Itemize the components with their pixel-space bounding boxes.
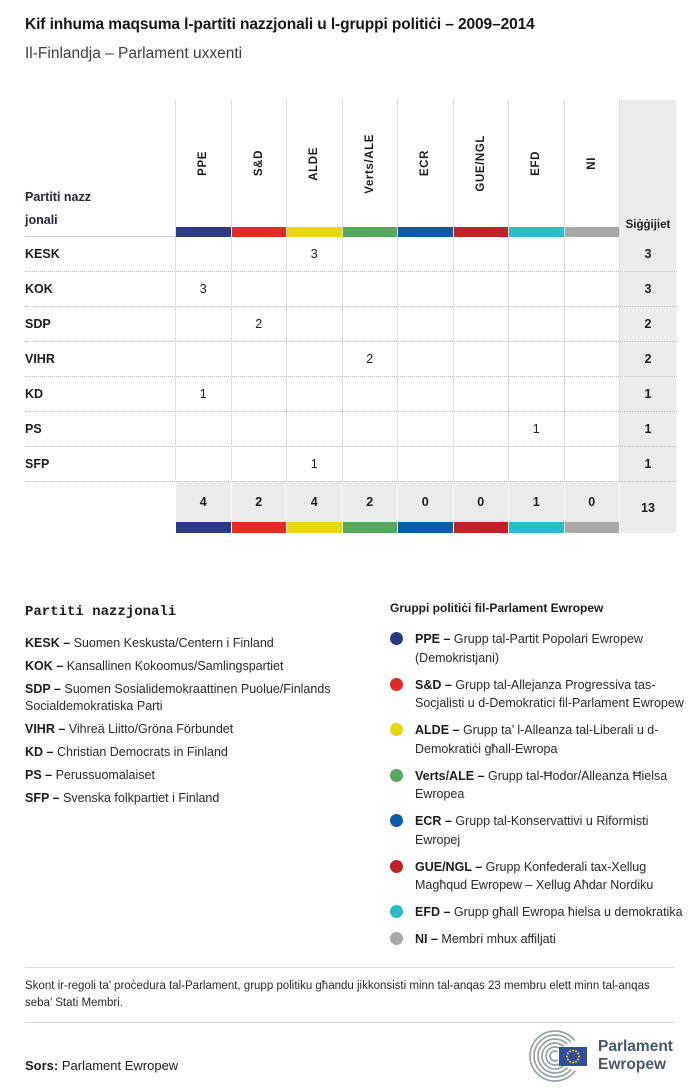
divider-top bbox=[25, 967, 675, 968]
party-label: KESK bbox=[25, 247, 60, 261]
seats-total-cell: 3 bbox=[619, 237, 676, 271]
column-label: ALDE bbox=[308, 146, 321, 181]
ep-hemicycle-icon bbox=[528, 1030, 592, 1082]
legend-item bbox=[390, 812, 690, 849]
seat-cell bbox=[508, 272, 564, 306]
seat-cell bbox=[397, 272, 453, 306]
vlabel-wrap bbox=[232, 100, 287, 227]
seat-cell bbox=[564, 307, 620, 341]
group-name: Grupp tal-Partit Popolari Ewropew (Demokristjani) bbox=[415, 632, 643, 665]
seats-total-cell: 2 bbox=[619, 307, 676, 341]
column-label: GUE/NGL bbox=[474, 135, 487, 192]
vlabel-wrap bbox=[343, 100, 398, 227]
group-color-bar bbox=[454, 522, 509, 533]
page-subtitle: Il-Finlandja – Parlament uxxenti bbox=[25, 45, 243, 62]
legend-item bbox=[25, 721, 365, 738]
group-color-bar bbox=[232, 227, 287, 237]
table-row-sfp bbox=[25, 447, 677, 482]
group-color-dot bbox=[390, 632, 403, 645]
column-label: Verts/ALE bbox=[363, 133, 376, 194]
source-value: Parlament Ewropew bbox=[61, 1058, 179, 1073]
seat-cell bbox=[342, 377, 398, 411]
seat-cell: 3 bbox=[286, 237, 342, 271]
seat-cell bbox=[453, 307, 509, 341]
total-value: 4 bbox=[287, 482, 342, 522]
vlabel-wrap bbox=[176, 100, 231, 227]
seat-cell bbox=[286, 412, 342, 446]
seat-cell bbox=[564, 377, 620, 411]
legend-item bbox=[25, 744, 365, 761]
seat-cell bbox=[564, 342, 620, 376]
logo-wordmark bbox=[598, 1038, 673, 1074]
seat-cell bbox=[453, 272, 509, 306]
group-abbr: EFD – bbox=[415, 905, 451, 919]
group-color-bar bbox=[398, 227, 453, 237]
vlabel-wrap bbox=[398, 100, 453, 227]
party-name: Svenska folkpartiet i Finland bbox=[63, 791, 220, 805]
group-color-dot bbox=[390, 678, 403, 691]
seat-cell bbox=[231, 412, 287, 446]
seat-cell bbox=[397, 412, 453, 446]
seat-cell bbox=[397, 307, 453, 341]
seat-cell bbox=[564, 237, 620, 271]
party-name: Suomen Sosialidemokraattinen Puolue/Finlands Socialdemokratiska Parti bbox=[25, 682, 331, 713]
seat-cell bbox=[508, 342, 564, 376]
group-color-bar bbox=[565, 227, 620, 237]
page-title: Kif inhuma maqsuma l-partiti nazzjonali u l-gruppi politiċi – 2009–2014 bbox=[25, 16, 535, 33]
seat-cell bbox=[564, 272, 620, 306]
seat-cell bbox=[397, 237, 453, 271]
legend-item bbox=[390, 721, 690, 758]
group-color-bar bbox=[176, 227, 231, 237]
group-name: Grupp għall Ewropa ħielsa u demokratika bbox=[453, 905, 683, 919]
legend-item bbox=[390, 676, 690, 713]
legend-groups-heading: Gruppi politiċi fil-Parlament Ewropew bbox=[390, 601, 604, 615]
group-color-bar bbox=[565, 522, 620, 533]
group-name: Grupp tal-Allejanza Progressiva tas-Socjalisti u d-Demokratici fil-Parlament Ewropew bbox=[415, 677, 684, 710]
seat-cell bbox=[397, 447, 453, 481]
group-name: Grupp tal-Konservattivi u Riformisti Ewropej bbox=[415, 814, 649, 847]
seat-cell bbox=[508, 447, 564, 481]
total-cell bbox=[175, 482, 231, 533]
table-row-kesk bbox=[25, 237, 677, 272]
group-color-bar bbox=[176, 522, 231, 533]
seat-cell bbox=[286, 307, 342, 341]
total-cell bbox=[453, 482, 509, 533]
group-color-dot bbox=[390, 905, 403, 918]
table-row-kd bbox=[25, 377, 677, 412]
seat-cell bbox=[342, 237, 398, 271]
seats-total-cell: 1 bbox=[619, 447, 676, 481]
group-color-bar bbox=[232, 522, 287, 533]
seat-cell bbox=[564, 412, 620, 446]
party-label: KD bbox=[25, 387, 44, 401]
vlabel-wrap bbox=[509, 100, 564, 227]
column-header-verts-ale bbox=[342, 100, 398, 237]
legend-national-parties bbox=[25, 604, 365, 813]
party-abbr: KOK – bbox=[25, 659, 64, 673]
group-abbr: Verts/ALE – bbox=[415, 768, 485, 783]
seat-cell bbox=[231, 447, 287, 481]
column-header-ni bbox=[564, 100, 620, 237]
grand-total-cell: 13 bbox=[619, 482, 676, 533]
total-cell bbox=[397, 482, 453, 533]
seat-cell bbox=[175, 342, 231, 376]
seat-cell bbox=[453, 412, 509, 446]
column-header-efd bbox=[508, 100, 564, 237]
party-name: Kansallinen Kokoomus/Samlingspartiet bbox=[66, 659, 284, 673]
column-label: S&D bbox=[252, 150, 265, 177]
group-name: Grupp Konfederali tax-Xellug Magħqud Ewropew – Xellug Aħdar Nordiku bbox=[415, 859, 654, 892]
total-cell bbox=[286, 482, 342, 533]
logo-line1: Parlament bbox=[598, 1038, 673, 1056]
group-color-bar bbox=[509, 522, 564, 533]
seats-table bbox=[25, 100, 677, 533]
group-color-dot bbox=[390, 814, 403, 827]
group-color-dot bbox=[390, 860, 403, 873]
column-label: ECR bbox=[419, 150, 432, 177]
row-header-label: Partiti nazzjonali bbox=[25, 189, 91, 227]
party-abbr: VIHR – bbox=[25, 722, 66, 736]
legend-item bbox=[390, 630, 690, 667]
seat-cell bbox=[342, 412, 398, 446]
seat-cell bbox=[231, 237, 287, 271]
seat-cell: 3 bbox=[175, 272, 231, 306]
seat-cell bbox=[508, 377, 564, 411]
total-value: 0 bbox=[398, 482, 453, 522]
table-row-sdp bbox=[25, 307, 677, 342]
group-color-dot bbox=[390, 932, 403, 945]
legend-political-groups bbox=[390, 601, 690, 957]
seat-cell bbox=[342, 272, 398, 306]
table-header-row bbox=[25, 100, 677, 237]
party-abbr: KD – bbox=[25, 745, 54, 759]
seat-cell bbox=[453, 237, 509, 271]
column-header-ecr bbox=[397, 100, 453, 237]
seat-cell bbox=[342, 447, 398, 481]
table-totals-row bbox=[25, 482, 677, 533]
group-abbr: S&D – bbox=[415, 677, 452, 692]
footnote-text: Skont ir-regoli ta’ proċedura tal-Parlament, grupp politiku għandu jikkonsisti minn tal-anqas 23 membru elett minn tal-anqas seba’ Stati Membri. bbox=[25, 980, 650, 1010]
group-color-bar bbox=[343, 227, 398, 237]
totals-spacer bbox=[25, 482, 175, 533]
total-cell bbox=[231, 482, 287, 533]
table-row-vihr bbox=[25, 342, 677, 377]
seat-cell bbox=[175, 447, 231, 481]
column-header-alde bbox=[286, 100, 342, 237]
total-value: 0 bbox=[565, 482, 620, 522]
seat-cell bbox=[397, 342, 453, 376]
legend-item bbox=[390, 903, 690, 922]
european-parliament-logo bbox=[528, 1030, 673, 1082]
party-label: KOK bbox=[25, 282, 53, 296]
column-header-gue-ngl bbox=[453, 100, 509, 237]
seat-cell bbox=[231, 342, 287, 376]
total-cell bbox=[342, 482, 398, 533]
party-label: PS bbox=[25, 422, 42, 436]
party-name: Christian Democrats in Finland bbox=[56, 745, 228, 759]
seat-cell: 2 bbox=[342, 342, 398, 376]
party-abbr: KESK – bbox=[25, 636, 71, 650]
group-abbr: ALDE – bbox=[415, 723, 460, 737]
group-name: Grupp ta’ l-Alleanza tal-Liberali u d-Demokratiċi għall-Ewropa bbox=[415, 723, 659, 756]
column-label: PPE bbox=[197, 151, 210, 176]
legend-item bbox=[25, 767, 365, 784]
legend-item bbox=[390, 858, 690, 895]
group-abbr: PPE – bbox=[415, 632, 451, 646]
seat-cell bbox=[342, 307, 398, 341]
legend-item bbox=[25, 658, 365, 675]
party-name: Vihreä Liitto/Gröna Förbundet bbox=[68, 722, 234, 736]
seat-cell bbox=[453, 447, 509, 481]
seat-cell: 1 bbox=[175, 377, 231, 411]
seat-cell bbox=[286, 272, 342, 306]
vlabel-wrap bbox=[454, 100, 509, 227]
legend-item bbox=[25, 635, 365, 652]
group-color-bar bbox=[287, 227, 342, 237]
table-row-kok bbox=[25, 272, 677, 307]
seats-total-cell: 1 bbox=[619, 412, 676, 446]
group-abbr: GUE/NGL – bbox=[415, 859, 483, 874]
vlabel-wrap bbox=[565, 100, 620, 227]
column-header-sd bbox=[231, 100, 287, 237]
legend-item bbox=[390, 930, 690, 949]
party-label: SDP bbox=[25, 317, 51, 331]
group-color-dot bbox=[390, 723, 403, 736]
vlabel-wrap bbox=[287, 100, 342, 227]
seats-total-cell: 1 bbox=[619, 377, 676, 411]
total-value: 2 bbox=[232, 482, 287, 522]
seat-cell bbox=[175, 237, 231, 271]
legend-parties-heading: Partiti nazzjonali bbox=[25, 604, 177, 620]
seat-cell bbox=[175, 412, 231, 446]
legend-item bbox=[390, 767, 690, 804]
group-color-bar bbox=[454, 227, 509, 237]
party-label: VIHR bbox=[25, 352, 55, 366]
column-header-ppe bbox=[175, 100, 231, 237]
source-label: Sors: bbox=[25, 1058, 59, 1073]
total-value: 4 bbox=[176, 482, 231, 522]
total-value: 1 bbox=[509, 482, 564, 522]
seat-cell bbox=[231, 272, 287, 306]
seat-cell bbox=[453, 342, 509, 376]
seats-total-cell: 2 bbox=[619, 342, 676, 376]
seat-cell bbox=[508, 237, 564, 271]
seat-cell bbox=[231, 377, 287, 411]
column-label: NI bbox=[585, 157, 598, 170]
group-color-bar bbox=[398, 522, 453, 533]
legend-item bbox=[25, 790, 365, 807]
seat-cell bbox=[397, 377, 453, 411]
seat-cell bbox=[564, 447, 620, 481]
party-label: SFP bbox=[25, 457, 50, 471]
seat-cell: 1 bbox=[286, 447, 342, 481]
party-abbr: SDP – bbox=[25, 682, 61, 696]
party-abbr: PS – bbox=[25, 768, 53, 782]
group-abbr: NI – bbox=[415, 932, 438, 946]
group-color-bar bbox=[343, 522, 398, 533]
seats-header-cell: Siġġijiet bbox=[619, 100, 676, 237]
group-name: Membri mhux affiljati bbox=[441, 932, 556, 946]
row-header-cell bbox=[25, 100, 175, 237]
total-cell bbox=[564, 482, 620, 533]
divider-bottom bbox=[25, 1022, 675, 1023]
total-value: 0 bbox=[454, 482, 509, 522]
group-abbr: ECR – bbox=[415, 814, 452, 828]
source-line bbox=[25, 1058, 178, 1073]
total-value: 2 bbox=[343, 482, 398, 522]
seat-cell bbox=[286, 377, 342, 411]
seat-cell bbox=[175, 307, 231, 341]
party-abbr: SFP – bbox=[25, 791, 60, 805]
party-name: Perussuomalaiset bbox=[55, 768, 155, 782]
seats-total-cell: 3 bbox=[619, 272, 676, 306]
group-color-bar bbox=[509, 227, 564, 237]
seat-cell bbox=[286, 342, 342, 376]
table-row-ps bbox=[25, 412, 677, 447]
group-color-dot bbox=[390, 769, 403, 782]
seat-cell: 2 bbox=[231, 307, 287, 341]
total-cell bbox=[508, 482, 564, 533]
seat-cell bbox=[508, 307, 564, 341]
legend-item bbox=[25, 681, 365, 715]
seat-cell: 1 bbox=[508, 412, 564, 446]
group-name: Grupp tal-Ħodor/Alleanza Ħielsa Ewropea bbox=[415, 768, 668, 801]
seat-cell bbox=[453, 377, 509, 411]
logo-line2: Ewropew bbox=[598, 1056, 667, 1073]
party-name: Suomen Keskusta/Centern i Finland bbox=[73, 636, 274, 650]
column-label: EFD bbox=[530, 151, 543, 176]
group-color-bar bbox=[287, 522, 342, 533]
